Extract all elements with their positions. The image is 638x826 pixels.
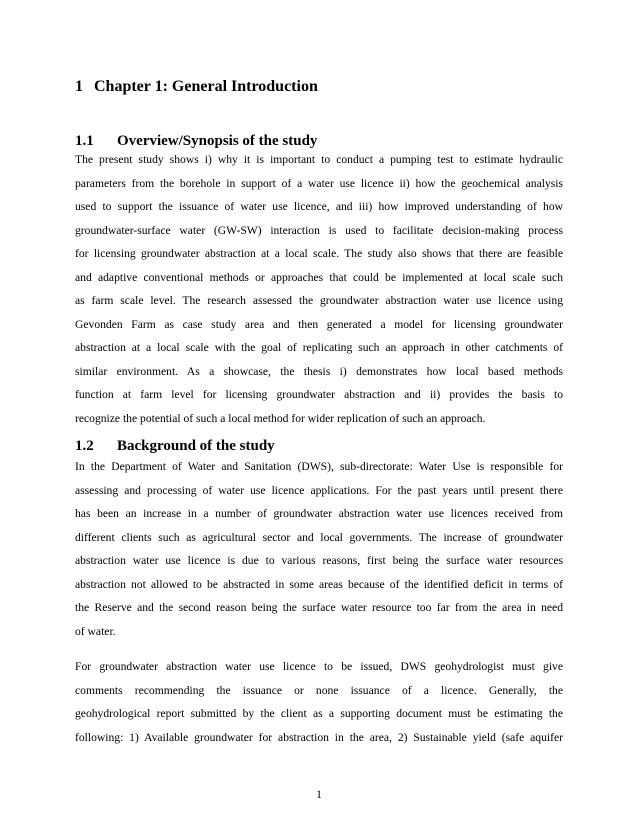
paragraph-background-1: [75, 455, 563, 643]
paragraph-background-2: [75, 655, 563, 749]
text-line: The present study shows i) why it is important to conduct a pumping test to estimate hydraulic: [75, 153, 563, 166]
text-line: abstraction not allowed to be abstracted in some areas because of the identified deficit in terms of: [75, 577, 563, 591]
section-title: Background of the study: [117, 438, 275, 454]
text-line: groundwater-surface water (GW-SW) interaction is used to facilitate decision-making process: [75, 223, 563, 237]
section-heading-background: [75, 438, 275, 455]
page-number: 1: [316, 788, 322, 801]
text-line: similar environment. As a showcase, the thesis i) demonstrates how local based methods: [75, 364, 563, 378]
text-line: In the Department of Water and Sanitation (DWS), sub-directorate: Water Use is responsible for: [75, 460, 563, 473]
text-line: Gevonden Farm as case study area and then generated a model for licensing groundwater: [75, 317, 563, 331]
text-line: different clients such as agricultural sector and local governments. The increase of groundwater: [75, 530, 563, 544]
text-line: For groundwater abstraction water use licence to be issued, DWS geohydrologist must give: [75, 660, 563, 673]
chapter-title-text: Chapter 1: General Introduction: [94, 78, 318, 95]
text-line: assessing and processing of water use licence applications. For the past years until present there: [75, 483, 563, 497]
chapter-number: 1: [75, 78, 83, 95]
text-line: parameters from the borehole in support of a water use licence ii) how the geochemical analysis: [75, 176, 563, 190]
text-line: following: 1) Available groundwater for abstraction in the area, 2) Sustainable yield (safe aquifer: [75, 730, 563, 744]
text-line: abstraction water use licence is due to various reasons, first being the surface water resources: [75, 554, 563, 567]
text-line: as farm scale level. The research assessed the groundwater abstraction water use licence using: [75, 294, 563, 307]
text-line: comments recommending the issuance or none issuance of a licence. Generally, the: [75, 683, 563, 697]
text-line: of water.: [75, 624, 116, 638]
text-line: used to support the issuance of water use licence, and iii) how improved understanding of how: [75, 200, 563, 213]
section-title: Overview/Synopsis of the study: [117, 133, 318, 149]
text-line: has been an increase in a number of groundwater abstraction water use licences received from: [75, 507, 563, 520]
text-line: geohydrological report submitted by the client as a supporting document must be estimating the: [75, 707, 563, 720]
text-line: recognize the potential of such a local method for wider replication of such an approach.: [75, 411, 486, 425]
section-number: 1.2: [75, 438, 94, 454]
text-line: the Reserve and the second reason being the surface water resource too far from the area in need: [75, 601, 563, 614]
text-line: for licensing groundwater abstraction at a local scale. The study also shows that there are feasible: [75, 247, 563, 260]
paragraph-overview: [75, 148, 563, 430]
section-number: 1.1: [75, 133, 94, 149]
text-line: abstraction at a local scale with the goal of replicating such an approach in other catchments of: [75, 341, 563, 354]
chapter-title: [75, 78, 318, 96]
text-line: function at farm level for licensing groundwater abstraction and ii) provides the basis to: [75, 388, 563, 401]
text-line: and adaptive conventional methods or approaches that could be implemented at local scale such: [75, 270, 563, 284]
